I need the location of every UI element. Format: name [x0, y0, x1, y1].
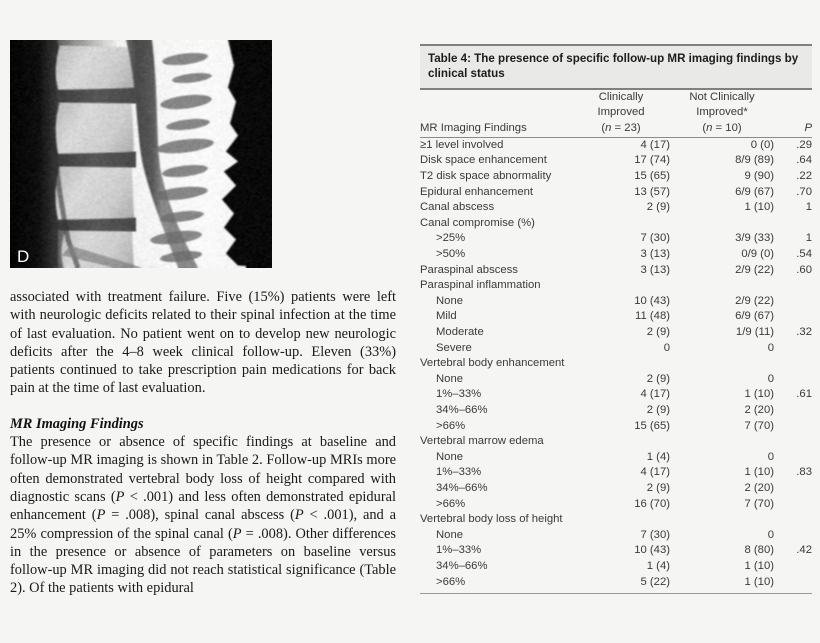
- cell-not-clinically-improved: 1 (10): [744, 466, 774, 479]
- cell-p-value: [774, 341, 812, 357]
- row-label: >50%: [436, 248, 466, 261]
- cell-p-value: [774, 356, 812, 372]
- paragraph-mr-imaging-findings: The presence or absence of specific findings at baseline and follow-up MR imaging is shown in Table 2. Follow-up MRIs more often demonstrated vertebral body loss of height compared with diagnostic scans (P < .001) and less often demonstrated epidural enhancement (P = .008), spinal canal abscess (P < .001), and a 25% compression of the spinal canal (P = .008). Other differences in the presence or absence of parameters on baseline versus follow-up MR imaging did not reach statistical significance (Table 2). Of the patients with epidural: [10, 434, 397, 597]
- cell-p-value: [774, 278, 812, 294]
- row-label: 1%–33%: [436, 544, 482, 557]
- cell-not-clinically-improved: [670, 356, 774, 372]
- cell-p-value: [774, 450, 812, 466]
- row-label: 34%–66%: [436, 403, 488, 416]
- table-row: [420, 528, 812, 544]
- cell-p-value: [774, 575, 812, 591]
- article-body: [10, 288, 396, 598]
- row-label: Canal compromise (%): [420, 216, 535, 229]
- cell-clinically-improved: [572, 512, 670, 528]
- row-label: 34%–66%: [436, 559, 488, 572]
- table-caption: [420, 44, 812, 90]
- table-row: [420, 543, 812, 559]
- cell-not-clinically-improved: 7 (70): [744, 419, 774, 432]
- cell-clinically-improved: 15 (65): [634, 170, 670, 183]
- row-label: Severe: [436, 341, 472, 354]
- cell-not-clinically-improved: 1 (10): [744, 575, 774, 588]
- column-header-not-clinically-improved-n: (n = 10): [670, 121, 774, 138]
- cell-clinically-improved: 0: [663, 341, 670, 354]
- table-row: [420, 481, 812, 497]
- cell-clinically-improved: 17 (74): [634, 154, 670, 167]
- table-caption-text: Table 4: The presence of specific follow-up MR imaging findings by clinical status: [428, 52, 799, 80]
- row-label: Vertebral marrow edema: [420, 435, 544, 448]
- cell-p-value: .29: [796, 138, 812, 151]
- mri-figure: [10, 40, 272, 268]
- figure-panel-label: D: [17, 247, 30, 266]
- row-label: Disk space enhancement: [420, 154, 547, 167]
- column-header-clinically-improved-line2: Improved: [597, 106, 645, 119]
- column-header-not-clinically-improved-line1: Not Clinically: [689, 91, 755, 103]
- row-label: Vertebral body enhancement: [420, 357, 565, 370]
- cell-not-clinically-improved: 3/9 (33): [735, 232, 774, 245]
- cell-p-value: .22: [796, 170, 812, 183]
- cell-not-clinically-improved: 8/9 (89): [735, 154, 774, 167]
- table-row: [420, 216, 812, 232]
- column-header-spacer-2: [420, 105, 572, 120]
- cell-not-clinically-improved: [670, 216, 774, 232]
- column-header-not-clinically-improved-line2: Improved*: [696, 106, 748, 119]
- column-header-clinically-improved-line1: Clinically: [598, 91, 644, 103]
- cell-not-clinically-improved: 6/9 (67): [735, 310, 774, 323]
- cell-clinically-improved: 1 (4): [646, 559, 670, 572]
- row-label: None: [436, 372, 464, 385]
- cell-p-value: .64: [796, 154, 812, 167]
- row-label: T2 disk space abnormality: [420, 170, 552, 183]
- table-row: [420, 341, 812, 357]
- table-row: [420, 512, 812, 528]
- table-row: [420, 465, 812, 481]
- cell-clinically-improved: 1 (4): [646, 450, 670, 463]
- cell-p-value: .54: [796, 248, 812, 261]
- cell-not-clinically-improved: 0: [767, 372, 774, 385]
- cell-p-value: 1: [805, 201, 812, 214]
- table-row: [420, 200, 812, 216]
- row-label: ≥1 level involved: [420, 138, 504, 151]
- cell-not-clinically-improved: 0: [767, 341, 774, 354]
- cell-clinically-improved: 13 (57): [634, 185, 670, 198]
- table-row: [420, 185, 812, 201]
- cell-clinically-improved: 4 (17): [640, 466, 670, 479]
- section-heading-mr-imaging-findings: MR Imaging Findings: [10, 415, 144, 432]
- table-row: [420, 434, 812, 450]
- left-column: [10, 40, 400, 643]
- cell-not-clinically-improved: 9 (90): [744, 170, 774, 183]
- table-row: [420, 309, 812, 325]
- cell-clinically-improved: 2 (9): [646, 372, 670, 385]
- cell-p-value: .83: [796, 466, 812, 479]
- table-row: [420, 372, 812, 388]
- cell-p-value: 1: [805, 232, 812, 245]
- cell-not-clinically-improved: [670, 512, 774, 528]
- row-label: None: [436, 294, 464, 307]
- table-row: [420, 403, 812, 419]
- cell-not-clinically-improved: 2 (20): [744, 403, 774, 416]
- column-header-p-spacer-2: [774, 105, 812, 120]
- cell-not-clinically-improved: 6/9 (67): [735, 185, 774, 198]
- table-header-row-2: [420, 105, 812, 120]
- cell-clinically-improved: 15 (65): [634, 419, 670, 432]
- cell-p-value: .32: [796, 326, 812, 339]
- table-row: [420, 278, 812, 294]
- table-row: [420, 153, 812, 169]
- cell-clinically-improved: 3 (13): [640, 248, 670, 261]
- cell-p-value: [774, 309, 812, 325]
- cell-not-clinically-improved: 1 (10): [744, 559, 774, 572]
- cell-clinically-improved: 2 (9): [646, 403, 670, 416]
- column-header-clinically-improved-n: (n = 23): [572, 121, 670, 138]
- cell-p-value: .42: [796, 544, 812, 557]
- row-label: None: [436, 528, 464, 541]
- cell-p-value: [774, 419, 812, 435]
- row-label: Paraspinal inflammation: [420, 279, 541, 292]
- cell-clinically-improved: 11 (48): [635, 310, 670, 323]
- cell-p-value: [774, 481, 812, 497]
- table-header-row-1: [420, 90, 812, 105]
- table-4-container: [420, 44, 812, 594]
- row-label: 34%–66%: [436, 481, 488, 494]
- cell-clinically-improved: 7 (30): [640, 528, 670, 541]
- cell-not-clinically-improved: 0: [767, 528, 774, 541]
- table-row: [420, 387, 812, 403]
- cell-not-clinically-improved: 8 (80): [744, 544, 774, 557]
- cell-clinically-improved: [572, 278, 670, 294]
- cell-not-clinically-improved: [670, 434, 774, 450]
- paragraph-treatment-failure: associated with treatment failure. Five (15%) patients were left with neurologic deficits related to their spinal infection at the time of last evaluation. No patient went on to develop new neurologic deficits after the 4–8 week clinical follow-up. Eleven (33%) patients continued to take prescription pain medications for back pain at the time of last evaluation.: [10, 289, 396, 397]
- cell-not-clinically-improved: 2/9 (22): [735, 263, 774, 276]
- cell-p-value: [774, 528, 812, 544]
- row-label: Mild: [436, 310, 457, 323]
- cell-not-clinically-improved: 2/9 (22): [735, 294, 774, 307]
- row-label: Moderate: [436, 326, 484, 339]
- column-header-p-spacer: [774, 90, 812, 105]
- cell-p-value: [774, 372, 812, 388]
- cell-not-clinically-improved: 1 (10): [744, 388, 774, 401]
- table-row: [420, 294, 812, 310]
- cell-p-value: [774, 216, 812, 232]
- row-label: None: [436, 450, 464, 463]
- table-4: [420, 90, 812, 590]
- cell-p-value: [774, 294, 812, 310]
- row-label: Canal abscess: [420, 201, 495, 214]
- cell-clinically-improved: 4 (17): [640, 388, 670, 401]
- cell-clinically-improved: 5 (22): [640, 575, 670, 588]
- cell-p-value: [774, 559, 812, 575]
- cell-clinically-improved: 2 (9): [646, 326, 670, 339]
- row-label: >25%: [436, 232, 466, 245]
- row-label: >66%: [436, 497, 466, 510]
- cell-clinically-improved: 10 (43): [634, 294, 670, 307]
- row-label: Vertebral body loss of height: [420, 513, 563, 526]
- cell-not-clinically-improved: 0: [767, 450, 774, 463]
- row-label: Paraspinal abscess: [420, 263, 518, 276]
- cell-clinically-improved: 10 (43): [634, 544, 670, 557]
- row-label: 1%–33%: [436, 466, 482, 479]
- cell-clinically-improved: [572, 434, 670, 450]
- cell-not-clinically-improved: [670, 278, 774, 294]
- cell-not-clinically-improved: 1/9 (11): [735, 326, 774, 339]
- table-row: [420, 559, 812, 575]
- sagittal-lumbar-spine-mr-image: [10, 40, 272, 268]
- table-row: [420, 137, 812, 153]
- cell-p-value: .70: [796, 185, 812, 198]
- cell-p-value: [774, 512, 812, 528]
- row-label: Epidural enhancement: [420, 185, 534, 198]
- cell-p-value: [774, 497, 812, 513]
- cell-clinically-improved: 2 (9): [646, 481, 670, 494]
- cell-p-value: .60: [796, 263, 812, 276]
- table-body: [420, 137, 812, 590]
- cell-p-value: [774, 403, 812, 419]
- table-row: [420, 497, 812, 513]
- cell-not-clinically-improved: 2 (20): [744, 481, 774, 494]
- table-row: [420, 450, 812, 466]
- row-label: 1%–33%: [436, 388, 482, 401]
- cell-clinically-improved: 16 (70): [634, 497, 670, 510]
- row-label: >66%: [436, 419, 466, 432]
- table-row: [420, 169, 812, 185]
- column-header-mr-imaging-findings: MR Imaging Findings: [420, 121, 572, 138]
- cell-not-clinically-improved: 1 (10): [744, 201, 774, 214]
- table-row: [420, 247, 812, 263]
- cell-clinically-improved: 7 (30): [640, 232, 670, 245]
- table-row: [420, 263, 812, 279]
- table-row: [420, 575, 812, 591]
- cell-clinically-improved: [572, 356, 670, 372]
- column-header-p-value: P: [774, 121, 812, 138]
- table-header-row-3: [420, 121, 812, 138]
- table-row: [420, 231, 812, 247]
- cell-clinically-improved: [572, 216, 670, 232]
- table-row: [420, 419, 812, 435]
- table-row: [420, 325, 812, 341]
- table-bottom-rule: [420, 593, 812, 594]
- cell-not-clinically-improved: 0 (0): [750, 138, 774, 151]
- column-header-spacer: [420, 90, 572, 105]
- cell-p-value: [774, 434, 812, 450]
- table-header: [420, 90, 812, 137]
- table-row: [420, 356, 812, 372]
- cell-not-clinically-improved: 7 (70): [744, 497, 774, 510]
- cell-clinically-improved: 2 (9): [646, 201, 670, 214]
- row-label: >66%: [436, 575, 466, 588]
- cell-clinically-improved: 4 (17): [640, 138, 670, 151]
- cell-p-value: .61: [796, 388, 812, 401]
- cell-not-clinically-improved: 0/9 (0): [741, 248, 774, 261]
- cell-clinically-improved: 3 (13): [640, 263, 670, 276]
